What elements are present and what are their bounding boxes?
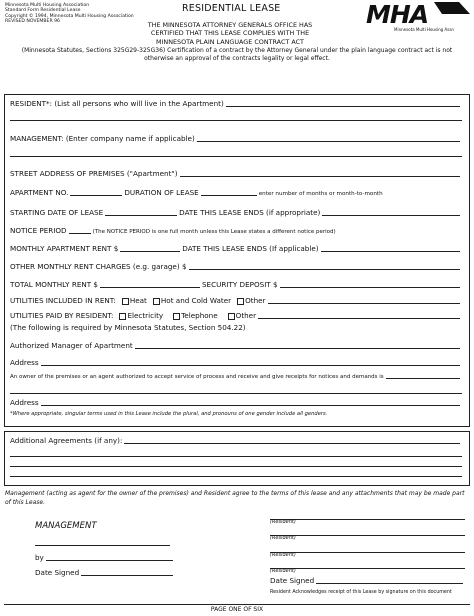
management-field-2[interactable] (10, 156, 462, 157)
notice-field[interactable] (69, 233, 91, 234)
management-date-row (35, 568, 175, 577)
header-line: REVISED NOVEMBER 96 (5, 19, 60, 25)
logo-subtitle: Minnesota Multi Housing Assn (394, 27, 454, 32)
resident-ack: Resident Acknowledges receipt of this Lease by signature on this document (270, 590, 452, 595)
utility-other-label: Other (245, 296, 266, 305)
additional-field-4[interactable] (10, 476, 462, 477)
utilities-paid-label: UTILITIES PAID BY RESIDENT: (10, 311, 114, 320)
header-line: Minnesota Multi Housing Association (5, 3, 90, 8)
start-date-row (10, 208, 462, 217)
duration-note: enter number of months or month-to-month (258, 191, 383, 197)
monthly-rent-field[interactable] (120, 251, 180, 252)
heat-label: Heat (129, 296, 147, 305)
authorized-manager-field[interactable] (135, 348, 460, 349)
monthly-rent-label: MONTHLY APARTMENT RENT $ (10, 244, 119, 253)
logo-text: MHA (366, 0, 429, 29)
total-rent-row (10, 280, 462, 289)
apartment-no-label: APARTMENT NO. (10, 188, 69, 197)
address1-field[interactable] (41, 365, 460, 366)
by-field[interactable] (46, 560, 173, 561)
utilities-included-row (10, 296, 462, 305)
footer-rule (4, 604, 470, 605)
cert-line: CERTIFIED THAT THIS LEASE COMPLIES WITH THE (150, 29, 310, 38)
resident-field[interactable] (226, 106, 460, 107)
management-sig-label: MANAGEMENT (35, 521, 97, 531)
header-line: Standard Form Residential Lease (5, 8, 81, 14)
cert-line: MINNESOTA PLAIN LANGUAGE CONTRACT ACT (156, 37, 304, 46)
agreement-text: Management (acting as agent for the owner of the premises) and Resident agree to the terms of this lease and any attachments that may be made part of this Lease. (5, 490, 465, 506)
resident-row (10, 99, 462, 108)
header-line: Copyright © 1994, Minnesota Multi Housing Association (5, 13, 134, 19)
utilities-included-label: UTILITIES INCLUDED IN RENT: (10, 296, 116, 305)
statute-note: (Minnesota Statutes, Sections 325G29-325G36) Certification of a contract by the Attorney General under the plain language contract act is not otherwise an approval of the contracts legality or legal effect. (21, 47, 453, 62)
hot-cold-water-label: Hot and Cold Water (160, 296, 232, 305)
utility-other-checkbox[interactable] (237, 298, 244, 305)
start-date-field[interactable] (105, 215, 177, 216)
owner-agent-field-2[interactable] (10, 393, 462, 394)
resident-caption-4: (Resident) (270, 568, 296, 575)
utility-other-field[interactable] (268, 303, 460, 304)
end-date-field[interactable] (322, 215, 460, 216)
telephone-checkbox[interactable] (173, 313, 180, 320)
security-deposit-field[interactable] (280, 287, 460, 288)
security-deposit-label: SECURITY DEPOSIT $ (202, 280, 278, 289)
street-field[interactable] (180, 176, 460, 177)
owner-agent-label: An owner of the premises or an agent authorized to accept service of process and receive and give receipts for notices and demands is (10, 374, 384, 380)
management-row (10, 134, 462, 143)
resident-field-2[interactable] (10, 120, 462, 121)
other-charges-row (10, 262, 462, 271)
paid-other-checkbox[interactable] (228, 313, 235, 320)
utilities-paid-row (10, 311, 462, 320)
street-label: STREET ADDRESS OF PREMISES ("Apartment") (10, 169, 178, 178)
address2-label: Address (10, 398, 39, 407)
other-charges-field[interactable] (189, 269, 460, 270)
address1-label: Address (10, 358, 39, 367)
total-rent-field[interactable] (100, 287, 200, 288)
additional-field-1[interactable] (124, 443, 460, 444)
cert-line: THE MINNESOTA ATTORNEY GENERALS OFFICE HAS (147, 21, 313, 29)
paid-other-label: Other (235, 311, 257, 320)
additional-label: Additional Agreements (if any): (10, 436, 123, 445)
end-date-label: DATE THIS LEASE ENDS (if appropriate) (179, 208, 321, 217)
management-signature (35, 521, 97, 531)
by-label: by (35, 553, 44, 562)
address2-field[interactable] (41, 405, 460, 406)
total-rent-label: TOTAL MONTHLY RENT $ (10, 280, 98, 289)
resident-label: RESIDENT*: (List all persons who will live in the Apartment) (10, 99, 224, 108)
monthly-rent-row (10, 244, 462, 253)
electricity-checkbox[interactable] (119, 313, 126, 320)
notice-note: (The NOTICE PERIOD is one full month unless this Lease states a different notice period) (92, 229, 336, 235)
management-label: MANAGEMENT: (Enter company name if applicable) (10, 134, 195, 143)
resident-caption-1: (Resident) (270, 519, 296, 525)
resident-caption-2: (Resident) (270, 535, 296, 542)
certification-block (120, 21, 340, 46)
owner-agent-field[interactable] (386, 378, 460, 379)
paid-other-field[interactable] (258, 318, 460, 319)
additional-field-2[interactable] (10, 456, 462, 457)
owner-agent-row (10, 374, 462, 380)
end-date2-field[interactable] (321, 251, 460, 252)
duration-field[interactable] (201, 195, 257, 196)
resident-signatures (270, 519, 465, 575)
page-title: RESIDENTIAL LEASE (182, 3, 281, 14)
additional-row (10, 436, 462, 445)
resident-date-label: Date Signed (270, 576, 315, 585)
additional-field-3[interactable] (10, 466, 462, 467)
management-sig-field[interactable] (35, 545, 170, 546)
management-field[interactable] (197, 141, 460, 142)
start-date-label: STARTING DATE OF LEASE (10, 208, 104, 217)
footnote: *Where appropriate, singular terms used in this Lease include the plural, and pronouns of one gender include all genders. (10, 411, 328, 417)
apartment-no-field[interactable] (70, 195, 122, 196)
notice-label: NOTICE PERIOD (10, 226, 67, 235)
address2-row (10, 398, 462, 407)
address1-row (10, 358, 462, 367)
management-date-label: Date Signed (35, 568, 80, 577)
telephone-label: Telephone (181, 311, 218, 320)
additional-agreements-box (4, 431, 470, 486)
resident-caption-3: (Resident) (270, 551, 296, 558)
street-row (10, 169, 462, 178)
notice-row (10, 226, 468, 235)
authorized-manager-label: Authorized Manager of Apartment (10, 341, 133, 350)
resident-date-field[interactable] (316, 583, 463, 584)
by-row (35, 553, 175, 562)
lease-form-box (4, 94, 470, 427)
page-number: PAGE ONE OF SIX (210, 606, 264, 613)
duration-label: DURATION OF LEASE (124, 188, 199, 197)
hot-cold-water-checkbox[interactable] (153, 298, 160, 305)
mha-logo (364, 0, 470, 34)
authorized-manager-row (10, 341, 462, 350)
management-date-field[interactable] (81, 575, 173, 576)
statute-required-note: (The following is required by Minnesota Statutes, Section 504.22) (10, 323, 246, 332)
heat-checkbox[interactable] (122, 298, 129, 305)
resident-date-row (270, 576, 465, 585)
end-date2-label: DATE THIS LEASE ENDS (If applicable) (182, 244, 319, 253)
electricity-label: Electricity (127, 311, 164, 320)
header-info (5, 3, 134, 25)
apartment-row (10, 188, 468, 197)
other-charges-label: OTHER MONTHLY RENT CHARGES (e.g. garage) $ (10, 262, 187, 271)
